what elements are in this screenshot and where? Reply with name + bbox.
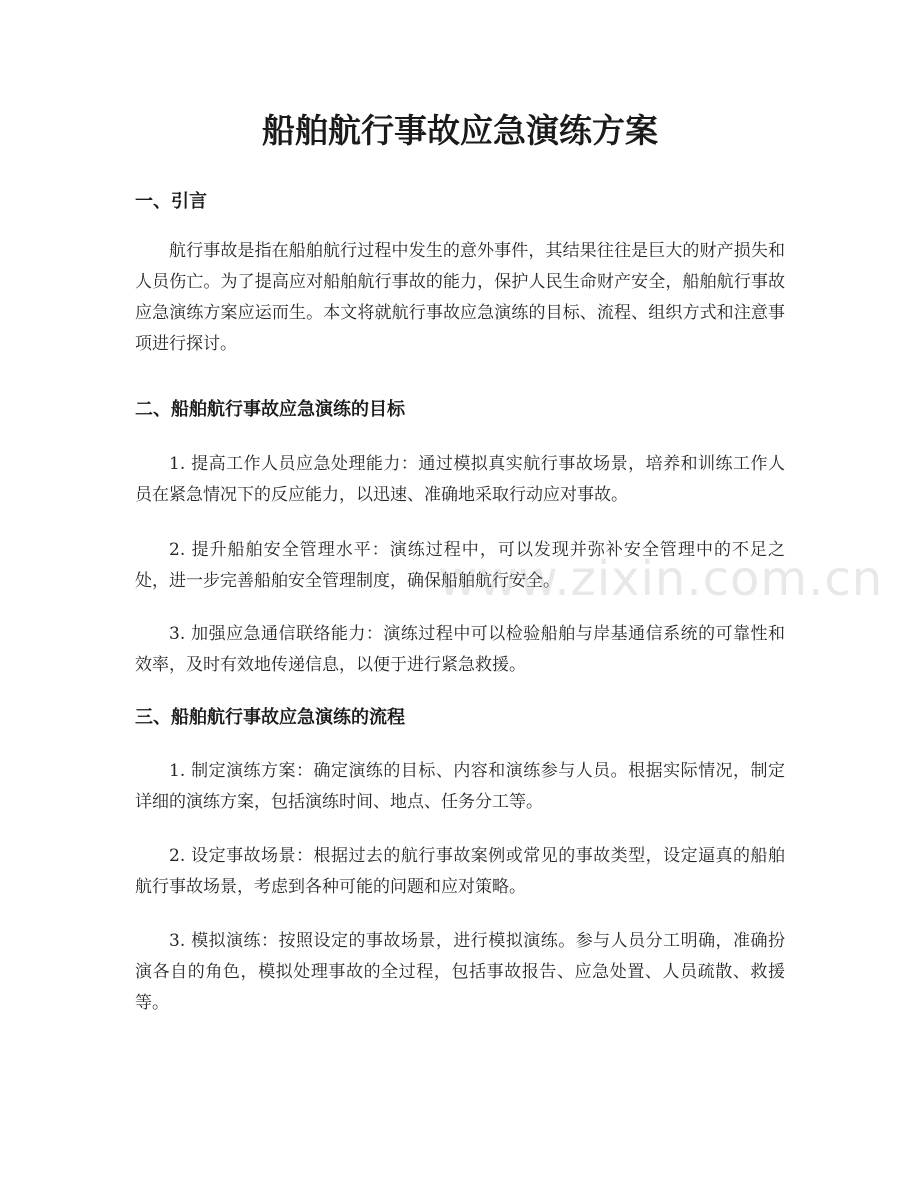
paragraph-process-2: 2. 设定事故场景：根据过去的航行事故案例或常见的事故类型，设定逼真的船舶航行事故场景，考虑到各种可能的问题和应对策略。 — [135, 846, 785, 897]
section-heading-goals: 二、船舶航行事故应急演练的目标 — [135, 399, 405, 420]
document-title: 船舶航行事故应急演练方案 — [262, 111, 658, 150]
paragraph-process-3: 3. 模拟演练：按照设定的事故场景，进行模拟演练。参与人员分工明确，准确扮演各自的角色，模拟处理事故的全过程，包括事故报告、应急处置、人员疏散、救援等。 — [135, 931, 785, 1013]
paragraph-intro: 航行事故是指在船舶航行过程中发生的意外事件，其结果往往是巨大的财产损失和人员伤亡。为了提高应对船舶航行事故的能力，保护人民生命财产安全，船舶航行事故应急演练方案应运而生。本文将就航行事故应急演练的目标、流程、组织方式和注意事项进行探讨。 — [135, 241, 785, 354]
paragraph-goal-1: 1. 提高工作人员应急处理能力：通过模拟真实航行事故场景，培养和训练工作人员在紧急情况下的反应能力，以迅速、准确地采取行动应对事故。 — [135, 454, 785, 505]
watermark-text: www.zixin.com.cn — [438, 551, 884, 607]
section-heading-intro: 一、引言 — [135, 191, 207, 212]
section-heading-process: 三、船舶航行事故应急演练的流程 — [135, 707, 405, 728]
paragraph-goal-2: 2. 提升船舶安全管理水平：演练过程中，可以发现并弥补安全管理中的不足之处，进一步完善船舶安全管理制度，确保船舶航行安全。 — [135, 540, 785, 591]
paragraph-process-1: 1. 制定演练方案：确定演练的目标、内容和演练参与人员。根据实际情况，制定详细的演练方案，包括演练时间、地点、任务分工等。 — [135, 761, 785, 812]
paragraph-goal-3: 3. 加强应急通信联络能力：演练过程中可以检验船舶与岸基通信系统的可靠性和效率，及时有效地传递信息，以便于进行紧急救援。 — [135, 624, 785, 675]
